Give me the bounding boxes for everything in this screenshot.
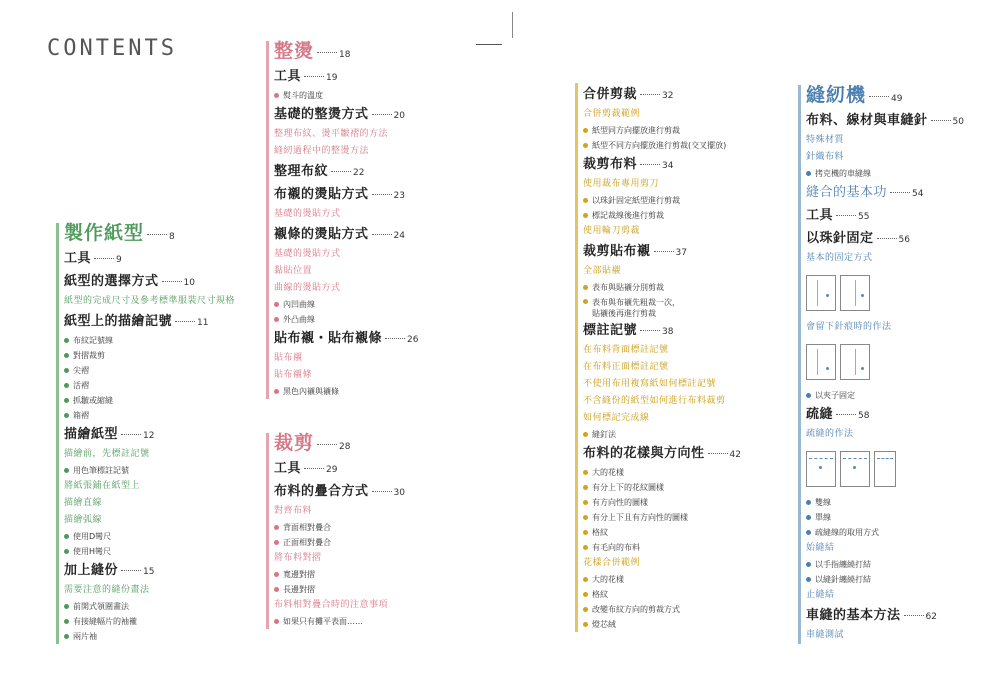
leader-dots (640, 94, 660, 95)
illustration-pins (806, 267, 993, 319)
page-number: 34 (662, 161, 674, 171)
leader-dots (121, 570, 141, 571)
toc-subheading[interactable]: 基礎的燙貼方式 (274, 209, 341, 219)
toc-heading[interactable] (806, 181, 993, 204)
page-number: 32 (662, 91, 674, 101)
leader-dots (94, 258, 114, 259)
toc-bullet-item[interactable]: 表布與貼襯分別剪裁 (583, 280, 780, 295)
page-number: 56 (898, 235, 910, 245)
toc-subheading[interactable]: 將紙張鋪在紙型上 (64, 481, 141, 491)
leader-dots (162, 281, 182, 282)
toc-subheading[interactable]: 全部貼襯 (583, 266, 622, 276)
toc-section-machine (798, 81, 993, 644)
toc-subheading[interactable]: 貼布襯條 (274, 370, 313, 380)
heading-text: 紙型的選擇方式 (64, 274, 159, 289)
toc-heading[interactable] (274, 480, 466, 503)
toc-heading[interactable] (806, 204, 993, 227)
page-number: 26 (407, 335, 419, 345)
page-number: 30 (393, 488, 405, 498)
leader-dots (931, 120, 951, 121)
page-number: 38 (662, 327, 674, 337)
section-color-bar (56, 223, 59, 644)
toc-bullet-item[interactable]: 黑色內襯與襯條 (274, 384, 466, 399)
toc-subheading[interactable]: 描繪弧線 (64, 515, 103, 525)
toc-bullet-item[interactable]: 有毛向的布料 (583, 540, 780, 555)
toc-bullet-item[interactable]: 以手指纏繞打結 (806, 557, 993, 572)
leader-dots (147, 234, 167, 235)
toc-subheading[interactable]: 在布料背面標註記號 (583, 345, 669, 355)
toc-bullet-item[interactable]: 有方向性的圖樣 (583, 495, 780, 510)
pin-icon (853, 466, 856, 469)
toc-subheading[interactable]: 疏縫的作法 (806, 429, 854, 439)
section-title-text: 縫紉機 (806, 84, 867, 106)
page-number: 55 (858, 212, 870, 222)
toc-bullet-item[interactable]: 使用D彎尺 (64, 529, 256, 544)
toc-bullet-item[interactable] (583, 295, 780, 319)
toc-subheading[interactable]: 基本的固定方式 (806, 253, 873, 263)
heading-text: 以珠針固定 (806, 231, 874, 246)
toc-subheading[interactable]: 會留下針痕時的作法 (806, 322, 892, 332)
fabric-sheet-icon (840, 451, 870, 487)
heading-text: 合併剪裁 (583, 87, 638, 102)
page-number: 8 (169, 232, 175, 242)
heading-text: 基礎的整燙方式 (274, 107, 369, 122)
toc-bullet-item[interactable]: 熨斗的溫度 (274, 88, 466, 103)
toc-heading[interactable] (806, 227, 993, 250)
toc-bullet-item[interactable]: 兩片袖 (64, 629, 256, 644)
leader-dots (869, 96, 889, 97)
heading-text: 工具 (806, 208, 834, 223)
leader-dots (836, 414, 856, 415)
leader-dots (304, 468, 324, 469)
leader-dots (904, 615, 924, 616)
toc-heading[interactable] (274, 327, 466, 350)
toc-heading[interactable] (64, 423, 256, 446)
page-number: 19 (326, 73, 338, 83)
toc-bullet-item[interactable]: 有分上下的花紋圖樣 (583, 480, 780, 495)
heading-text: 襯條的燙貼方式 (274, 227, 369, 242)
pin-icon (819, 466, 822, 469)
illustration-lines (806, 336, 993, 388)
column-ironing (266, 37, 466, 629)
page-number: 22 (353, 168, 365, 178)
toc-heading[interactable] (583, 153, 780, 176)
toc-bullet-item[interactable]: 如果只有攤平表面…… (274, 614, 466, 629)
page-number: 9 (116, 255, 122, 265)
heading-text: 車縫的基本方法 (806, 608, 901, 623)
heading-text: 裁剪布料 (583, 157, 638, 172)
toc-heading[interactable] (583, 240, 780, 263)
toc-bullet-item[interactable]: 抓皺或縮縫 (64, 393, 256, 408)
page-number: 49 (891, 94, 903, 104)
toc-bullet-item[interactable]: 紙型不同方向擺放進行剪裁(交叉擺放) (583, 138, 780, 153)
pin-icon (861, 294, 864, 297)
leader-dots (890, 192, 910, 193)
toc-bullet-item[interactable]: 寬邊對摺 (274, 567, 466, 582)
heading-text: 工具 (64, 251, 92, 266)
seam-line (855, 349, 856, 375)
seam-line (817, 280, 818, 306)
toc-bullet-item[interactable]: 單線 (806, 510, 993, 525)
leader-dots (121, 434, 141, 435)
toc-heading[interactable] (274, 183, 466, 206)
toc-bullet-item[interactable]: 有分上下且有方向性的圖樣 (583, 510, 780, 525)
toc-bullet-item[interactable]: 使用H彎尺 (64, 544, 256, 559)
toc-bullet-item[interactable]: 長邊對摺 (274, 582, 466, 597)
page-number: 20 (393, 111, 405, 121)
toc-heading[interactable] (64, 247, 256, 270)
leader-dots (372, 491, 392, 492)
leader-dots (175, 321, 195, 322)
page-number: 50 (952, 117, 964, 127)
fabric-sheet-icon (840, 344, 870, 380)
toc-heading[interactable] (583, 83, 780, 106)
toc-bullet-item[interactable]: 箱褶 (64, 408, 256, 423)
column-machine (798, 81, 993, 644)
toc-bullet-item[interactable]: 雙線 (806, 495, 993, 510)
toc-subheading[interactable]: 描繪前，先標註記號 (64, 449, 150, 459)
leader-dots (654, 251, 674, 252)
pin-icon (861, 367, 864, 370)
toc-bullet-item[interactable]: 縫釘法 (583, 427, 780, 442)
toc-heading[interactable] (806, 604, 993, 627)
pin-icon (826, 294, 829, 297)
toc-subheading[interactable]: 不含縫份的紙型如何進行布料裁剪 (583, 396, 726, 406)
page-number: 54 (912, 189, 924, 199)
page-number: 15 (143, 567, 155, 577)
section-title-text: 裁剪 (274, 432, 315, 454)
toc-bullet-item[interactable]: 拷克機的車縫線 (806, 166, 993, 181)
toc-subheading[interactable]: 如何標記完成線 (583, 413, 650, 423)
heading-text: 布襯的燙貼方式 (274, 187, 369, 202)
toc-bullet-item[interactable]: 燈芯絨 (583, 617, 780, 632)
heading-text: 加上縫份 (64, 563, 119, 578)
toc-bullet-item[interactable]: 以縫針纏繞打結 (806, 572, 993, 587)
section-color-bar (798, 85, 801, 644)
toc-section-pattern (56, 219, 256, 644)
toc-subheading[interactable]: 將布料對摺 (274, 553, 322, 563)
toc-bullet-item[interactable]: 前開式領圍畫法 (64, 599, 256, 614)
leader-dots (372, 194, 392, 195)
toc-subheading[interactable]: 黏貼位置 (274, 266, 313, 276)
heading-text: 布料的花樣與方向性 (583, 446, 705, 461)
page-title: CONTENTS (47, 36, 177, 61)
toc-heading[interactable] (274, 457, 466, 480)
section-title[interactable] (64, 219, 256, 247)
illustration-basting (806, 443, 993, 495)
page-number: 37 (675, 248, 687, 258)
page-number: 42 (729, 450, 741, 460)
section-color-bar (266, 433, 269, 629)
leader-dots (372, 114, 392, 115)
leader-dots (317, 52, 337, 53)
leader-dots (836, 215, 856, 216)
toc-bullet-item[interactable]: 背面相對疊合 (274, 520, 466, 535)
toc-bullet-item[interactable]: 正面相對疊合 (274, 535, 466, 550)
section-title-text: 整燙 (274, 40, 315, 62)
toc-bullet-item[interactable]: 對摺裁剪 (64, 348, 256, 363)
page-number: 11 (197, 318, 209, 328)
heading-text: 工具 (274, 461, 302, 476)
toc-heading[interactable] (806, 403, 993, 426)
toc-subheading[interactable]: 在布料正面標註記號 (583, 362, 669, 372)
heading-text: 描繪紙型 (64, 427, 119, 442)
section-title-text: 製作紙型 (64, 222, 145, 244)
toc-bullet-item[interactable]: 內凹曲線 (274, 297, 466, 312)
toc-bullet-item[interactable]: 大的花樣 (583, 572, 780, 587)
fabric-sheet-icon (806, 344, 836, 380)
toc-heading[interactable] (274, 160, 466, 183)
leader-dots (331, 171, 351, 172)
heading-text: 裁剪貼布襯 (583, 244, 651, 259)
fabric-sheet-icon (874, 451, 896, 487)
toc-subheading[interactable]: 始縫結 (806, 543, 835, 553)
leader-dots (877, 238, 897, 239)
heading-text: 縫合的基本功 (806, 185, 888, 200)
toc-bullet-item[interactable]: 格紋 (583, 587, 780, 602)
toc-heading[interactable] (274, 223, 466, 246)
heading-text: 整理布紋 (274, 164, 329, 179)
toc-heading[interactable] (274, 65, 466, 88)
section-title[interactable] (806, 81, 993, 109)
toc-bullet-item[interactable]: 以夾子固定 (806, 388, 993, 403)
toc-section-ironing (266, 37, 466, 399)
page-number: 24 (393, 231, 405, 241)
toc-bullet-item[interactable]: 格紋 (583, 525, 780, 540)
toc-bullet-item[interactable]: 紙型同方向擺放進行剪裁 (583, 123, 780, 138)
toc-subheading[interactable]: 描繪直線 (64, 498, 103, 508)
page-number: 28 (339, 442, 351, 452)
heading-text: 標註記號 (583, 323, 638, 338)
toc-subheading[interactable]: 布料相對疊合時的注意事項 (274, 600, 389, 610)
heading-text: 紙型上的描繪記號 (64, 314, 173, 329)
column-pattern (56, 219, 256, 644)
toc-section-cutting2 (575, 83, 780, 632)
page-rule (476, 44, 502, 45)
toc-subheading[interactable]: 曲線的燙貼方式 (274, 283, 341, 293)
section-color-bar (575, 83, 578, 632)
seam-line (855, 280, 856, 306)
toc-subheading[interactable]: 針織布料 (806, 152, 845, 162)
toc-bullet-item[interactable]: 布紋記號線 (64, 333, 256, 348)
page-number: 18 (339, 50, 351, 60)
toc-heading[interactable] (64, 559, 256, 582)
heading-text: 疏縫 (806, 407, 834, 422)
toc-subheading[interactable]: 車縫測試 (806, 630, 845, 640)
leader-dots (385, 338, 405, 339)
toc-subheading[interactable]: 止縫結 (806, 590, 835, 600)
heading-text: 布料的疊合方式 (274, 484, 369, 499)
leader-dots (640, 330, 660, 331)
seam-line (817, 349, 818, 375)
toc-bullet-item[interactable]: 疏縫線的取用方式 (806, 525, 993, 540)
toc-subheading[interactable]: 貼布襯 (274, 353, 303, 363)
section-title[interactable] (274, 37, 466, 65)
toc-bullet-item[interactable]: 以珠針固定紙型進行剪裁 (583, 193, 780, 208)
toc-subheading[interactable]: 花樣合併範例 (583, 558, 641, 568)
toc-bullet-item[interactable]: 外凸曲線 (274, 312, 466, 327)
fabric-sheet-icon (840, 275, 870, 311)
leader-dots (708, 453, 728, 454)
section-title[interactable] (274, 429, 466, 457)
leader-dots (304, 76, 324, 77)
toc-heading[interactable] (64, 310, 256, 333)
toc-subheading[interactable]: 使用裁布專用剪刀 (583, 179, 660, 189)
page-number: 12 (143, 431, 155, 441)
toc-subheading[interactable]: 基礎的燙貼方式 (274, 249, 341, 259)
toc-heading[interactable] (806, 109, 993, 132)
toc-bullet-item[interactable]: 尖褶 (64, 363, 256, 378)
toc-heading[interactable] (583, 319, 780, 342)
toc-heading[interactable] (583, 442, 780, 465)
heading-text: 布料、線材與車縫針 (806, 113, 928, 128)
toc-subheading[interactable]: 對齊布料 (274, 506, 313, 516)
page-number: 58 (858, 411, 870, 421)
column-cutting (575, 83, 780, 632)
page-number: 23 (393, 191, 405, 201)
heading-text: 貼布襯・貼布襯條 (274, 331, 383, 346)
toc-subheading[interactable]: 特殊材質 (806, 135, 845, 145)
fabric-sheet-icon (806, 451, 836, 487)
page-number: 10 (183, 278, 195, 288)
section-color-bar (266, 41, 269, 399)
bullet-line-1: 表布與布襯先粗裁一次， (592, 298, 680, 307)
bullet-line-2: 貼襯後再進行剪裁 (592, 309, 656, 318)
page-number: 62 (925, 612, 937, 622)
toc-bullet-item[interactable]: 大的花樣 (583, 465, 780, 480)
fabric-sheet-icon (806, 275, 836, 311)
toc-subheading[interactable]: 縫紉過程中的整燙方法 (274, 146, 370, 156)
toc-bullet-item[interactable]: 改變布紋方向的剪裁方式 (583, 602, 780, 617)
leader-dots (372, 234, 392, 235)
toc-subheading[interactable]: 使用輪刀剪裁 (583, 226, 641, 236)
toc-subheading[interactable]: 不使用布用複寫紙如何標註記號 (583, 379, 717, 389)
leader-dots (640, 164, 660, 165)
toc-section-cutting (266, 429, 466, 629)
toc-bullet-item[interactable]: 標記裁線後進行剪裁 (583, 208, 780, 223)
toc-subheading[interactable]: 整理布紋、燙平皺褶的方法 (274, 129, 389, 139)
page-fold-mark (512, 12, 513, 38)
toc-bullet-item[interactable]: 有接縫幅片的袖襱 (64, 614, 256, 629)
toc-heading[interactable] (64, 270, 256, 293)
heading-text: 工具 (274, 69, 302, 84)
pin-icon (826, 367, 829, 370)
leader-dots (317, 444, 337, 445)
toc-subheading[interactable]: 需要注意的縫份畫法 (64, 585, 150, 595)
toc-subheading[interactable]: 紙型的完成尺寸及參考標準服裝尺寸規格 (64, 296, 236, 306)
toc-subheading[interactable]: 合併剪裁範例 (583, 109, 641, 119)
toc-heading[interactable] (274, 103, 466, 126)
page-number: 29 (326, 465, 338, 475)
toc-bullet-item[interactable]: 活褶 (64, 378, 256, 393)
toc-bullet-item[interactable]: 用色筆標註記號 (64, 463, 256, 478)
